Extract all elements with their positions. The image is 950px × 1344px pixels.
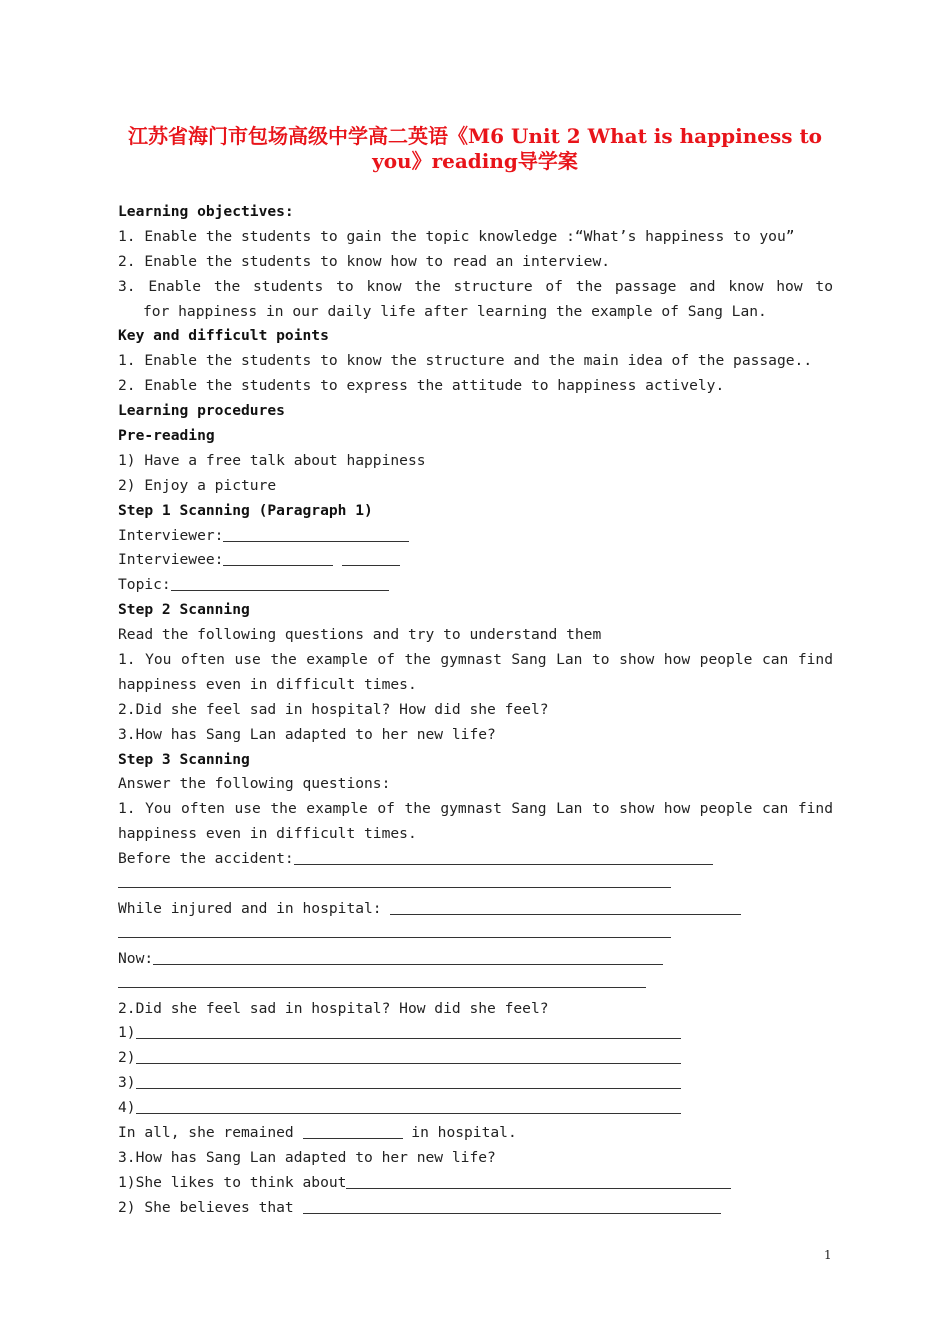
- objective-2: 2. Enable the students to know how to read an interview.: [118, 252, 611, 270]
- step2-question-1-continued: happiness even in difficult times.: [118, 675, 417, 693]
- while-injured-row: [118, 897, 833, 922]
- objective-3: 3. Enable the students to know the structure of the passage and know how to: [118, 277, 833, 295]
- adapted-label-2: 2) She believes that: [118, 1198, 303, 1216]
- adapted-blank-1[interactable]: [346, 1173, 731, 1189]
- worksheet-body: [118, 200, 833, 1221]
- step3-intro: Answer the following questions:: [118, 775, 391, 793]
- step2-question-3: 3.How has Sang Lan adapted to her new life?: [118, 725, 496, 743]
- before-accident-row-2: [118, 872, 833, 897]
- adapted-blank-2[interactable]: [303, 1198, 721, 1214]
- interviewer-row: [118, 524, 833, 549]
- while-injured-label: While injured and in hospital:: [118, 899, 391, 917]
- feeling-row-4: [118, 1096, 833, 1121]
- while-injured-blank[interactable]: [390, 899, 741, 915]
- step3-question-3: 3.How has Sang Lan adapted to her new life?: [118, 1148, 496, 1166]
- interviewee-row: [118, 548, 833, 573]
- key-point-2: 2. Enable the students to express the attitude to happiness actively.: [118, 377, 725, 395]
- key-points-heading: Key and difficult points: [118, 327, 329, 345]
- while-injured-blank-2[interactable]: [118, 922, 671, 938]
- page-number: 1: [824, 1248, 832, 1262]
- feeling-blank-2[interactable]: [136, 1048, 681, 1064]
- feeling-number-3: 3): [118, 1074, 136, 1092]
- pre-reading-item-1: 1) Have a free talk about happiness: [118, 451, 426, 469]
- feeling-blank-3[interactable]: [136, 1073, 681, 1089]
- adapted-label-1: 1)She likes to think about: [118, 1173, 347, 1191]
- key-point-1: 1. Enable the students to know the structure and the main idea of the passage..: [118, 352, 813, 370]
- now-row-2: [118, 972, 833, 997]
- step2-heading: Step 2 Scanning: [118, 601, 250, 619]
- feeling-blank-4[interactable]: [136, 1098, 681, 1114]
- now-label: Now:: [118, 949, 154, 967]
- in-all-text-b: in hospital.: [402, 1123, 517, 1141]
- feeling-number-1: 1): [118, 1024, 136, 1042]
- interviewer-label: Interviewer:: [118, 526, 224, 544]
- feeling-number-4: 4): [118, 1099, 136, 1117]
- step2-intro: Read the following questions and try to understand them: [118, 626, 602, 644]
- procedures-heading: Learning procedures: [118, 402, 285, 420]
- interviewee-label: Interviewee:: [118, 551, 224, 569]
- pre-reading-heading: Pre-reading: [118, 427, 215, 445]
- step3-heading: Step 3 Scanning: [118, 750, 250, 768]
- while-injured-row-2: [118, 922, 833, 947]
- adapted-row-2: [118, 1196, 833, 1221]
- interviewee-blank-1[interactable]: [223, 550, 333, 566]
- step2-question-2: 2.Did she feel sad in hospital? How did she feel?: [118, 700, 549, 718]
- interviewer-blank[interactable]: [223, 526, 409, 542]
- step2-question-1: 1. You often use the example of the gymnast Sang Lan to show how people can find: [118, 651, 833, 669]
- step1-heading: Step 1 Scanning (Paragraph 1): [118, 501, 373, 519]
- topic-label: Topic:: [118, 576, 171, 594]
- feeling-row-1: [118, 1021, 833, 1046]
- remained-blank[interactable]: [303, 1123, 403, 1139]
- before-accident-row: [118, 847, 833, 872]
- topic-blank[interactable]: [171, 575, 389, 591]
- objective-3-continued: for happiness in our daily life after learning the example of Sang Lan.: [143, 302, 767, 320]
- step3-question-1-continued: happiness even in difficult times.: [118, 825, 417, 843]
- before-accident-blank[interactable]: [294, 849, 713, 865]
- in-all-text-a: In all, she remained: [118, 1123, 303, 1141]
- pre-reading-item-2: 2) Enjoy a picture: [118, 476, 277, 494]
- objective-1: 1. Enable the students to gain the topic knowledge :“What’s happiness to you”: [118, 227, 795, 245]
- now-row: [118, 947, 833, 972]
- feeling-blank-1[interactable]: [136, 1023, 681, 1039]
- interviewee-blank-2[interactable]: [342, 550, 400, 566]
- step3-question-2: 2.Did she feel sad in hospital? How did she feel?: [118, 999, 549, 1017]
- feeling-row-2: [118, 1046, 833, 1071]
- step3-question-1: 1. You often use the example of the gymnast Sang Lan to show how people can find: [118, 800, 833, 818]
- feeling-number-2: 2): [118, 1049, 136, 1067]
- topic-row: [118, 573, 833, 598]
- before-accident-blank-2[interactable]: [118, 872, 671, 888]
- adapted-row-1: [118, 1171, 833, 1196]
- objectives-heading: Learning objectives:: [118, 203, 294, 220]
- in-all-row: [118, 1121, 833, 1146]
- now-blank[interactable]: [153, 949, 663, 965]
- now-blank-2[interactable]: [118, 972, 646, 988]
- feeling-row-3: [118, 1071, 833, 1096]
- before-accident-label: Before the accident:: [118, 850, 294, 868]
- page-title: 江苏省海门市包场高级中学高二英语《M6 Unit 2 What is happiness to you》reading导学案: [127, 124, 823, 173]
